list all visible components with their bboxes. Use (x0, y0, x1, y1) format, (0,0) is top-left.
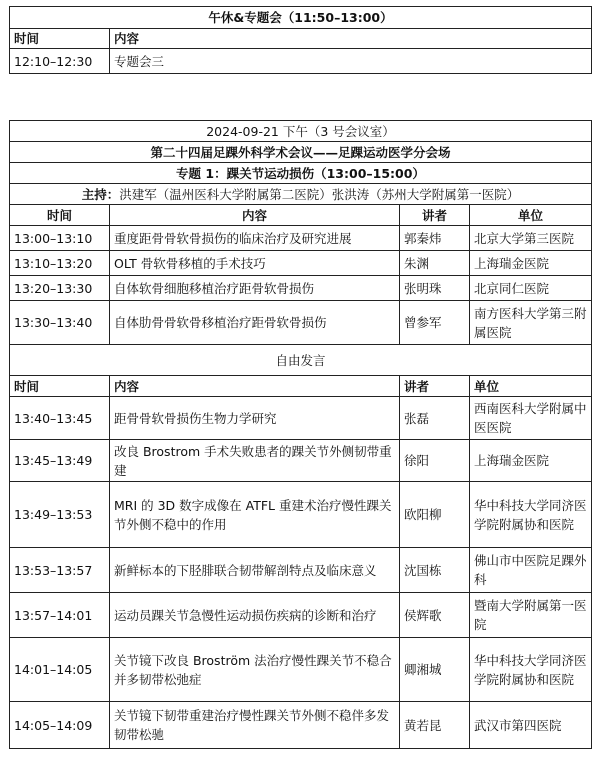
free-row-unit: 武汉市第四医院 (470, 702, 592, 749)
row-speaker: 曾参军 (400, 301, 470, 345)
free-header-speaker: 讲者 (400, 376, 470, 397)
free-row-unit: 西南医科大学附属中医医院 (470, 397, 592, 440)
row-unit: 上海瑞金医院 (470, 251, 592, 276)
table-row (10, 593, 592, 638)
free-row-content: MRI 的 3D 数字成像在 ATFL 重建术治疗慢性踝关节外侧不稳中的作用 (110, 482, 400, 548)
row-unit: 北京大学第三医院 (470, 226, 592, 251)
row-speaker: 朱渊 (400, 251, 470, 276)
chair-label: 主持： (81, 186, 120, 202)
free-row-content: 运动员踝关节急慢性运动损伤疾病的诊断和治疗 (110, 593, 400, 638)
row-speaker: 郭秦炜 (400, 226, 470, 251)
table-row (10, 440, 592, 482)
lunch-row-time: 12:10–12:30 (10, 49, 110, 74)
header-unit: 单位 (470, 205, 592, 226)
table-row (10, 548, 592, 593)
row-unit: 北京同仁医院 (470, 276, 592, 301)
free-row-unit: 华中科技大学同济医学院附属协和医院 (470, 482, 592, 548)
free-row-speaker: 卿湘城 (400, 638, 470, 702)
free-row-time: 13:53–13:57 (10, 548, 110, 593)
free-row-time: 14:01–14:05 (10, 638, 110, 702)
row-time: 13:10–13:20 (10, 251, 110, 276)
table-row (10, 397, 592, 440)
header-speaker: 讲者 (400, 205, 470, 226)
table-row (10, 276, 592, 301)
table-row (10, 482, 592, 548)
free-row-speaker: 沈国栋 (400, 548, 470, 593)
table-row (10, 49, 592, 74)
free-row-speaker: 欧阳柳 (400, 482, 470, 548)
header-content: 内容 (110, 205, 400, 226)
lunch-header-time: 时间 (10, 29, 110, 49)
table-row (10, 226, 592, 251)
lunch-row-content: 专题会三 (110, 49, 592, 74)
free-row-speaker: 张磊 (400, 397, 470, 440)
row-speaker: 张明珠 (400, 276, 470, 301)
free-row-unit: 华中科技大学同济医学院附属协和医院 (470, 638, 592, 702)
lunch-header-content: 内容 (110, 29, 592, 49)
row-content: 自体软骨细胞移植治疗距骨软骨损伤 (110, 276, 400, 301)
free-row-unit: 上海瑞金医院 (470, 440, 592, 482)
row-time: 13:20–13:30 (10, 276, 110, 301)
topic-title: 专题 1：踝关节运动损伤（13:00–15:00） (10, 163, 592, 184)
free-row-time: 13:49–13:53 (10, 482, 110, 548)
chair-line (10, 184, 592, 205)
free-row-time: 13:45–13:49 (10, 440, 110, 482)
row-content: OLT 骨软骨移植的手术技巧 (110, 251, 400, 276)
session-date-line: 2024-09-21 下午（3 号会议室） (10, 121, 592, 142)
conference-title: 第二十四届足踝外科学术会议——足踝运动医学分会场 (10, 142, 592, 163)
header-time: 时间 (10, 205, 110, 226)
free-row-content: 关节镜下改良 Broström 法治疗慢性踝关节不稳合并多韧带松弛症 (110, 638, 400, 702)
free-talk-title: 自由发言 (10, 345, 592, 376)
table-row (10, 251, 592, 276)
row-content: 自体肋骨骨软骨移植治疗距骨软骨损伤 (110, 301, 400, 345)
row-content: 重度距骨骨软骨损伤的临床治疗及研究进展 (110, 226, 400, 251)
table-row (10, 702, 592, 749)
free-header-time: 时间 (10, 376, 110, 397)
free-row-unit: 暨南大学附属第一医院 (470, 593, 592, 638)
lunch-title: 午休&专题会（11:50–13:00） (10, 7, 592, 29)
free-row-content: 距骨骨软骨损伤生物力学研究 (110, 397, 400, 440)
free-row-time: 13:40–13:45 (10, 397, 110, 440)
free-row-unit: 佛山市中医院足踝外科 (470, 548, 592, 593)
chair-names: 洪建军（温州医科大学附属第二医院）张洪涛（苏州大学附属第一医院） (119, 186, 520, 202)
free-row-time: 14:05–14:09 (10, 702, 110, 749)
row-unit: 南方医科大学第三附属医院 (470, 301, 592, 345)
free-header-unit: 单位 (470, 376, 592, 397)
free-row-content: 关节镜下韧带重建治疗慢性踝关节外侧不稳伴多发韧带松驰 (110, 702, 400, 749)
free-row-time: 13:57–14:01 (10, 593, 110, 638)
table-row (10, 301, 592, 345)
row-time: 13:00–13:10 (10, 226, 110, 251)
free-header-content: 内容 (110, 376, 400, 397)
lunch-table (9, 6, 592, 74)
free-row-speaker: 徐阳 (400, 440, 470, 482)
free-row-content: 改良 Brostrom 手术失败患者的踝关节外侧韧带重建 (110, 440, 400, 482)
session-table (9, 120, 592, 749)
free-row-speaker: 黄若昆 (400, 702, 470, 749)
table-row (10, 638, 592, 702)
row-time: 13:30–13:40 (10, 301, 110, 345)
free-row-content: 新鲜标本的下胫腓联合韧带解剖特点及临床意义 (110, 548, 400, 593)
free-row-speaker: 侯辉歌 (400, 593, 470, 638)
